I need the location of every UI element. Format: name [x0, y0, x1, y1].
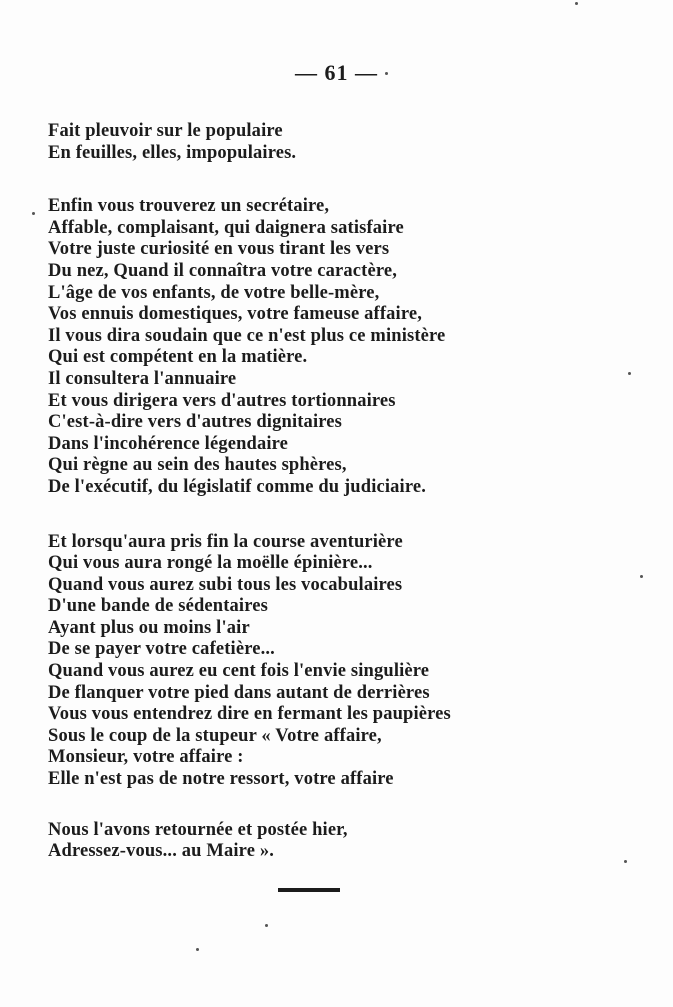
scan-speck: [265, 924, 268, 927]
poem-line: Fait pleuvoir sur le populaire: [48, 121, 283, 141]
poem-line: Ayant plus ou moins l'air: [48, 617, 250, 638]
poem-line: Quand vous aurez subi tous les vocabulaires: [48, 574, 403, 595]
end-rule: [278, 888, 340, 892]
poem-line: Enfin vous trouverez un secrétaire,: [48, 196, 330, 217]
page-number: — 61 —: [295, 60, 378, 85]
poem-line: Il vous dira soudain que ce n'est plus ce ministère: [48, 325, 446, 346]
poem-line: Votre juste curiosité en vous tirant les vers: [48, 239, 390, 260]
stanza-break: [48, 499, 648, 532]
scan-speck: [640, 575, 643, 578]
poem-line: Il consultera l'annuaire: [48, 368, 237, 389]
stanza-4: [48, 820, 648, 863]
poem-line: Sous le coup de la stupeur « Votre affaire,: [48, 725, 382, 746]
poem: [48, 121, 648, 863]
poem-line: C'est-à-dire vers d'autres dignitaires: [48, 412, 342, 433]
poem-line: Dans l'incohérence légendaire: [48, 433, 289, 454]
poem-line: Du nez, Quand il connaîtra votre caractère,: [48, 260, 397, 281]
poem-line: D'une bande de sédentaires: [48, 596, 268, 617]
poem-line: L'âge de vos enfants, de votre belle-mère,: [48, 282, 380, 303]
stanza-break: [48, 164, 648, 196]
stanza-2: [48, 196, 648, 498]
poem-line: Et vous dirigera vers d'autres tortionnaires: [48, 390, 396, 411]
stanza-break: [48, 791, 648, 820]
poem-line: Vous vous entendrez dire en fermant les paupières: [48, 704, 451, 725]
poem-line: Qui règne au sein des hautes sphères,: [48, 455, 347, 476]
poem-line: Nous l'avons retournée et postée hier,: [48, 819, 348, 840]
poem-line: Qui vous aura rongé la moëlle épinière...: [48, 553, 373, 574]
poem-line: Elle n'est pas de notre ressort, votre affaire: [48, 769, 394, 790]
poem-line: Affable, complaisant, qui daignera satisfaire: [48, 217, 404, 238]
scan-speck: [575, 2, 578, 5]
poem-line: Monsieur, votre affaire :: [48, 747, 244, 768]
poem-line: De l'exécutif, du législatif comme du judiciaire.: [48, 476, 426, 497]
poem-line: De se payer votre cafetière...: [48, 639, 275, 660]
poem-line: En feuilles, elles, impopulaires.: [48, 142, 297, 163]
poem-line: Vos ennuis domestiques, votre fameuse affaire,: [48, 304, 422, 325]
scan-speck: [385, 72, 388, 75]
poem-line: De flanquer votre pied dans autant de derrières: [48, 682, 430, 703]
scan-speck: [628, 372, 631, 375]
stanza-1: [48, 121, 648, 164]
poem-line: Et lorsqu'aura pris fin la course aventurière: [48, 531, 403, 552]
stanza-3: [48, 532, 648, 791]
poem-line: Qui est compétent en la matière.: [48, 347, 308, 368]
poem-line: Adressez-vous... au Maire ».: [48, 841, 275, 862]
poem-line: Quand vous aurez eu cent fois l'envie singulière: [48, 661, 430, 682]
scan-speck: [624, 860, 627, 863]
scan-speck: [196, 948, 199, 951]
scan-speck: [32, 212, 35, 215]
